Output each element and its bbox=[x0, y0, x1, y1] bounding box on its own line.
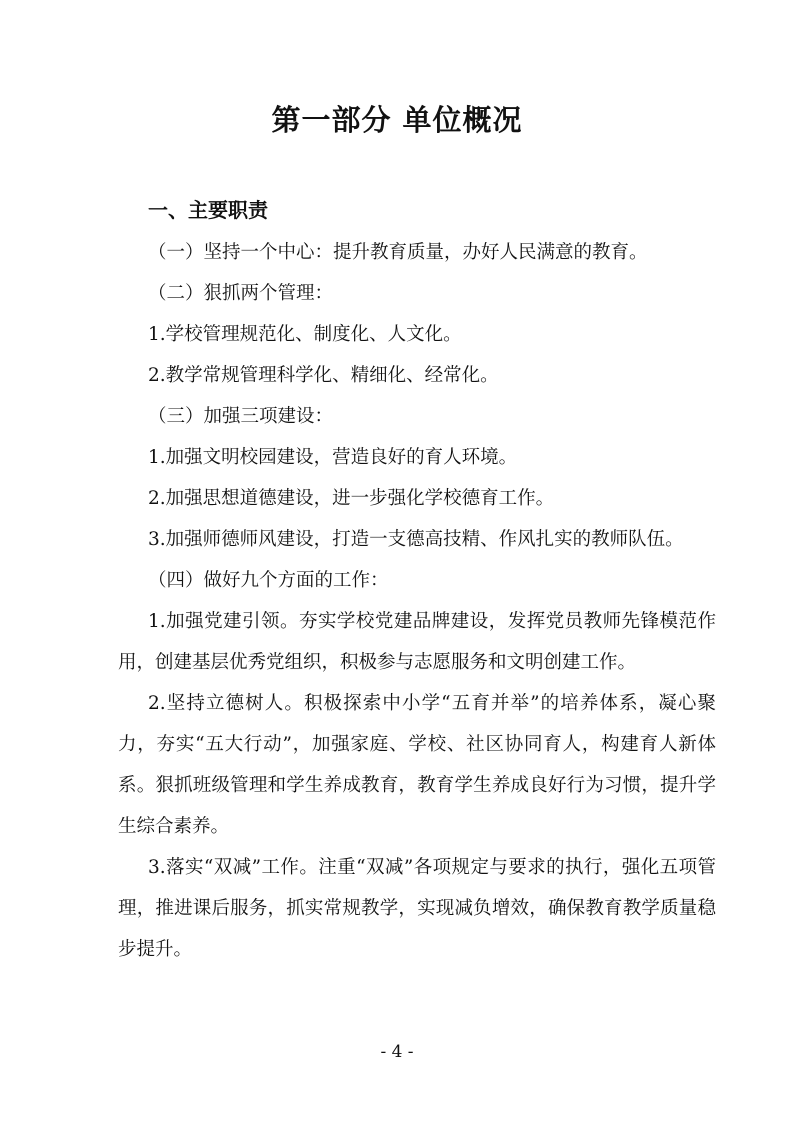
paragraph: （一）坚持一个中心：提升教育质量，办好人民满意的教育。 bbox=[148, 242, 648, 263]
paragraph: 3.落实“双减”工作。注重“双减”各项规定与要求的执行，强化五项管理，推进课后服务，抓实常规教学，实现减负增效，确保教育教学质量稳步提升。 bbox=[118, 857, 717, 960]
paragraph: 2.坚持立德树人。积极探索中小学“五育并举”的培养体系，凝心聚力，夯实“五大行动”，加强家庭、学校、社区协同育人，构建育人新体系。狠抓班级管理和学生养成教育，教育学生养成良好行为习惯，提升学生综合素养。 bbox=[118, 693, 716, 837]
paragraph: 1.学校管理规范化、制度化、人文化。 bbox=[148, 324, 462, 345]
paragraph: 3.加强师德师风建设，打造一支德高技精、作风扎实的教师队伍。 bbox=[148, 529, 684, 550]
paragraph: 2.教学常规管理科学化、精细化、经常化。 bbox=[148, 365, 499, 386]
paragraph: （四）做好九个方面的工作： bbox=[148, 570, 389, 591]
section-heading: 一、主要职责 bbox=[148, 198, 268, 222]
paragraph: 1.加强党建引领。夯实学校党建品牌建设，发挥党员教师先锋模范作用，创建基层优秀党组织，积极参与志愿服务和文明创建工作。 bbox=[118, 611, 716, 673]
page-number: - 4 - bbox=[380, 1042, 414, 1062]
paragraph: （二）狠抓两个管理： bbox=[148, 283, 334, 304]
paragraph: （三）加强三项建设： bbox=[148, 406, 334, 427]
page-title: 第一部分 单位概况 bbox=[271, 103, 523, 137]
paragraph: 2.加强思想道德建设，进一步强化学校德育工作。 bbox=[148, 488, 555, 509]
document-body bbox=[118, 189, 716, 970]
paragraph: 1.加强文明校园建设，营造良好的育人环境。 bbox=[148, 447, 518, 468]
